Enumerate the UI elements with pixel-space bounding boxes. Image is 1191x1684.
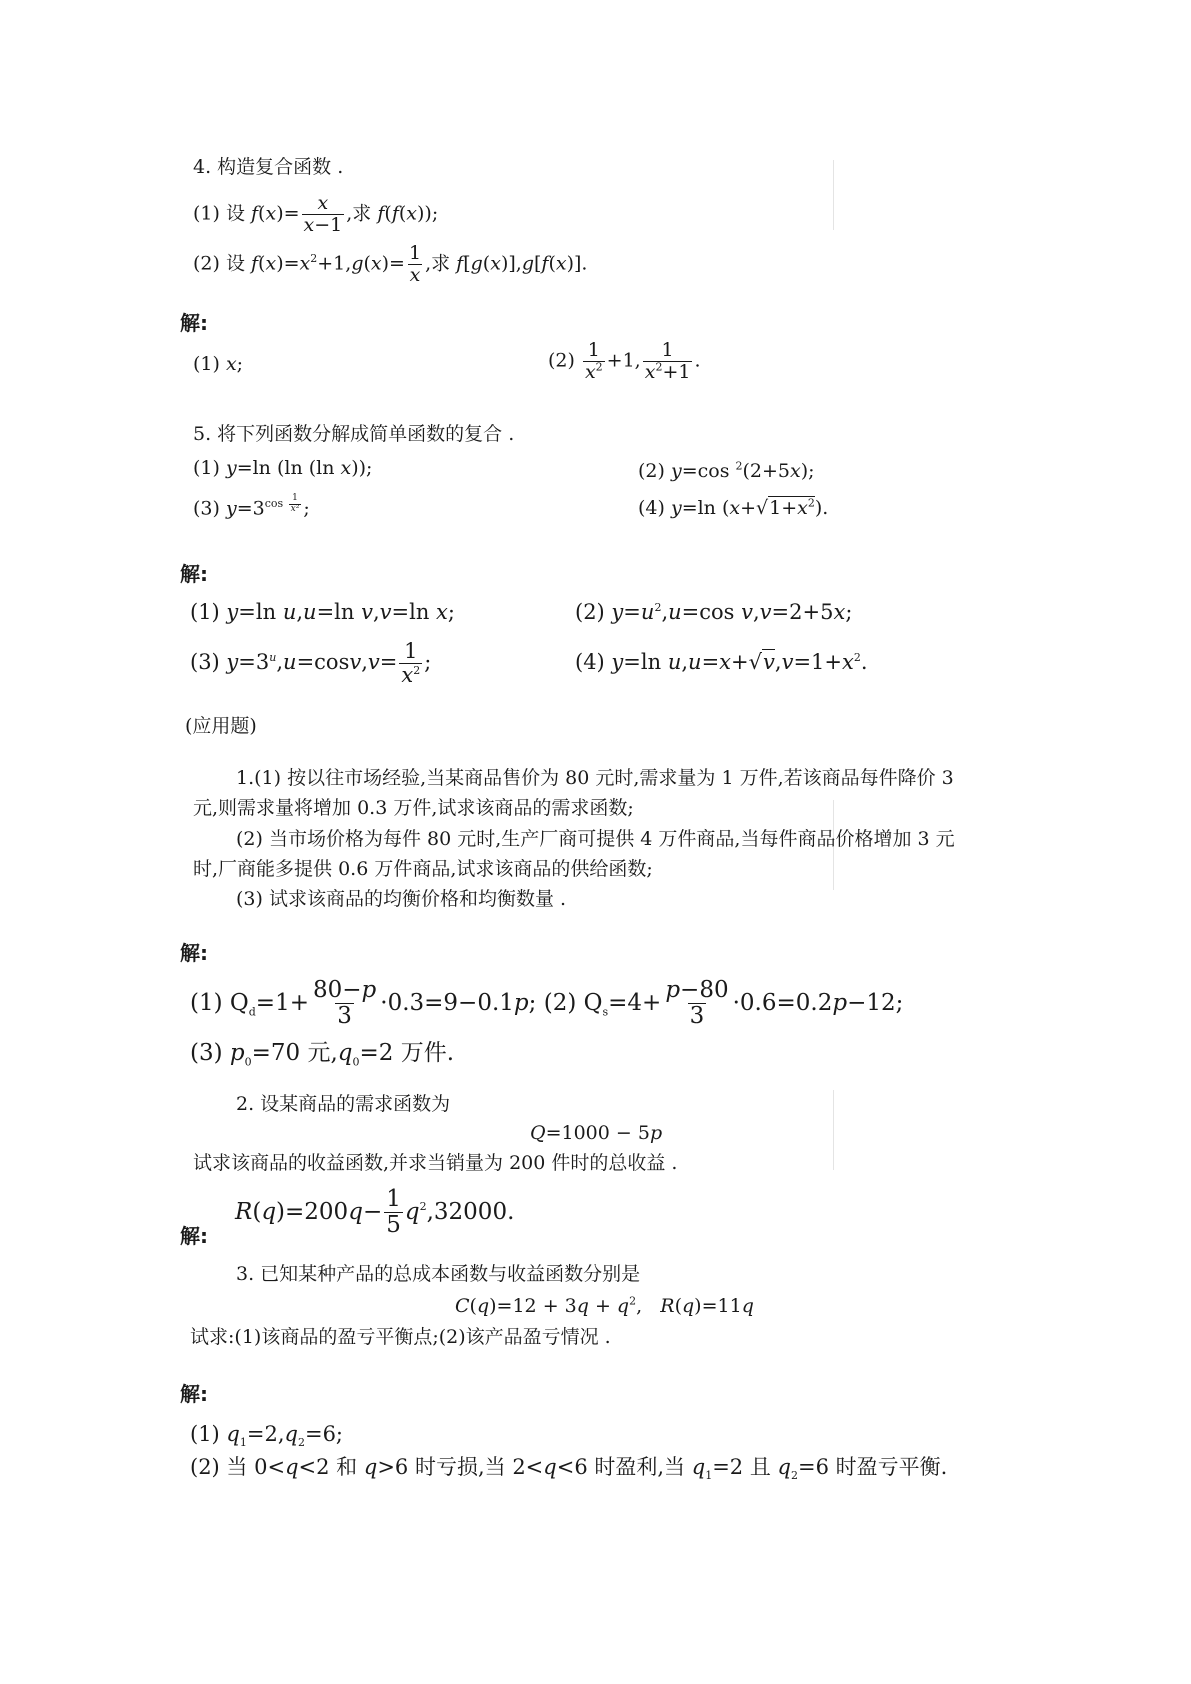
applied-a3-line2: (2) 当 0<q<2 和 q>6 时亏损,当 2<q<6 时盈利,当 $q_1=2$ 且 $q_2=6$ 时盈亏平衡. [190,1455,948,1483]
a4-part2: (2) $\frac{1}{x^2}$ +1, $\frac{1}{x^2+1}$ . [548,339,701,383]
scan-artifact [833,160,834,230]
a4-part1: (1) x; [193,353,244,375]
a5-item2: (2) $y=u^2,u=\cos$ v,v=2+5x; [575,600,853,624]
q5-item2: (2) y=cos $^2$(2+5x); [638,459,815,482]
q5-item1: (1) y=ln (ln (ln x)); [193,457,373,479]
applied-p2-line1: 2. 设某商品的需求函数为 [236,1093,451,1115]
applied-a1-line1: (1) $Q_d=1+$ $\frac{80-p}{3}$ ·0.3=9−0.1p; (2) $Q_s=4+$ $\frac{p-80}{3}$ ·0.6=0.2p−12; [190,977,904,1030]
q5-item4: (4) y=ln $(x+√1+x^2)$. [638,496,829,519]
a5-item1: (1) y=ln u,u=ln v,v=ln x; [190,600,455,624]
applied-p3-line1: 3. 已知某种产品的总成本函数与收益函数分别是 [236,1263,641,1285]
applied-p2-line3: 试求该商品的收益函数,并求当销量为 200 件时的总收益 . [193,1152,678,1174]
q5-title: 5. 将下列函数分解成简单函数的复合 . [193,423,515,445]
q4-part2: (2) 设 $f(x)=x^2+1,g(x)=$ $\frac{1}{x}$ ,求 f[g(x)],g[f(x)]. [193,242,588,286]
q4-title: 4. 构造复合函数 . [193,156,344,178]
applied-p1-line1: 1.(1) 按以往市场经验,当某商品售价为 80 元时,需求量为 1 万件,若该商品每件降价 3 [236,767,954,789]
applied-a2: R(q)=200q− $\frac{1}{5}$ $q^2,32000$. [235,1186,515,1239]
scan-artifact [833,1090,834,1170]
applied-p3-formula: $C(q)=12 + 3q + q^2$, R(q)=11q [455,1294,754,1317]
solution-label: 解: [180,1382,208,1406]
solution-label: 解: [180,1224,208,1248]
applied-p2-formula: Q=1000 − 5p [530,1122,663,1144]
applied-a1-line2: (3) $p_0=70$ 元$,q_0=2$ 万件. [190,1040,455,1069]
applied-p1-line3: (2) 当市场价格为每件 80 元时,生产厂商可提供 4 万件商品,当每件商品价格增加 3 元 [236,828,955,850]
applied-a3-line1: (1) $q_1=2,q_2=6$; [190,1422,344,1450]
q5-item3: (3) $y=3^{cos \frac{1}{\text{x²}}}$ ; [193,493,310,520]
applied-p1-line5: (3) 试求该商品的均衡价格和均衡数量 . [236,888,567,910]
applied-heading: (应用题) [185,715,257,737]
applied-p3-line3: 试求:(1)该商品的盈亏平衡点;(2)该产品盈亏情况 . [190,1326,611,1348]
solution-label: 解: [180,562,208,586]
solution-label: 解: [180,941,208,965]
applied-p1-line4: 时,厂商能多提供 0.6 万件商品,试求该商品的供给函数; [193,858,653,880]
a5-item3: (3) $y=3^u,u=\cos v,v=$ $\frac{1}{x^2}$ ; [190,639,432,688]
q4-part1: (1) 设 f(x)= $\frac{x}{x-1}$ ,求 f(f(x)); [193,192,439,236]
applied-p1-line2: 元,则需求量将增加 0.3 万件,试求该商品的需求函数; [193,797,634,819]
a5-item4: (4) y=ln $u,u=x+√v,v=1+x^2$. [575,650,868,674]
solution-label: 解: [180,311,208,335]
